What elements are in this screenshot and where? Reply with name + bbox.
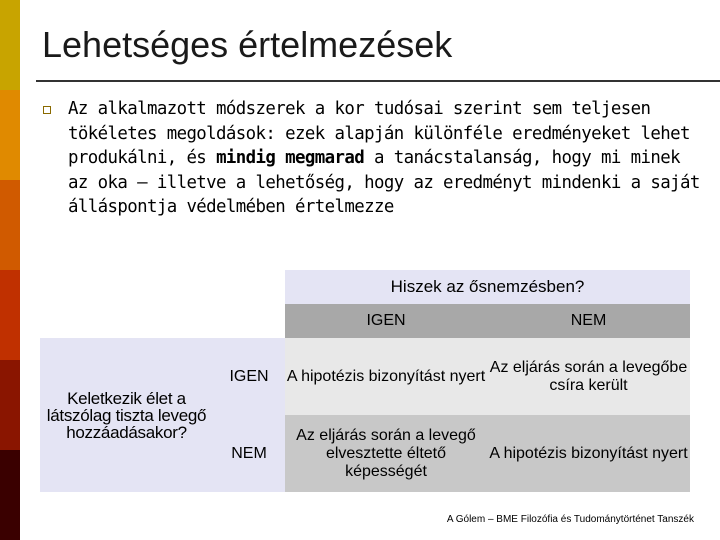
accent-strip-4 [0,270,20,360]
accent-strip-2 [0,90,20,180]
accent-strip-6 [0,450,20,540]
table-cell-nem-nem: A hipotézis bizonyítást nyert [487,415,690,492]
accent-strip-5 [0,360,20,450]
table-cell-nem-igen: Az eljárás során a levegő elvesztette éltető képességét [285,415,487,492]
bullet-text-bold: mindig megmarad [216,148,365,168]
table-column-header: Hiszek az ősnemzésben? [285,270,690,304]
title-divider [36,80,720,82]
table-row-igen: IGEN [213,338,285,415]
table-column-nem: NEM [487,304,690,338]
bullet-text-part-2: a tanácstalanság, hogy mi minek az oka – illetve a lehetőség, hogy az eredményt mindenki a saját álláspontja védelmében értelmezze [68,148,700,217]
accent-strip-1 [0,0,20,90]
table-cell-igen-nem: Az eljárás során a levegőbe csíra került [487,338,690,415]
slide-title: Lehetséges értelmezések [42,24,453,65]
table-column-igen: IGEN [285,304,487,338]
slide-footer: A Gólem – BME Filozófia és Tudománytörténet Tanszék [446,514,694,525]
table-row-nem: NEM [213,415,285,492]
table-cell-igen-igen: A hipotézis bizonyítást nyert [285,338,487,415]
accent-strip-3 [0,180,20,270]
bullet-text [68,97,708,220]
table-row-header: Keletkezik élet a látszólag tiszta levegő hozzáadásakor? [40,338,213,492]
bullet-square-icon [43,106,51,114]
bullet-text-part-1: Az alkalmazott módszerek a kor tudósai szerint sem teljesen tökéletes megoldások: ezek alapján különféle eredményeket lehet produkálni, és [68,99,690,168]
